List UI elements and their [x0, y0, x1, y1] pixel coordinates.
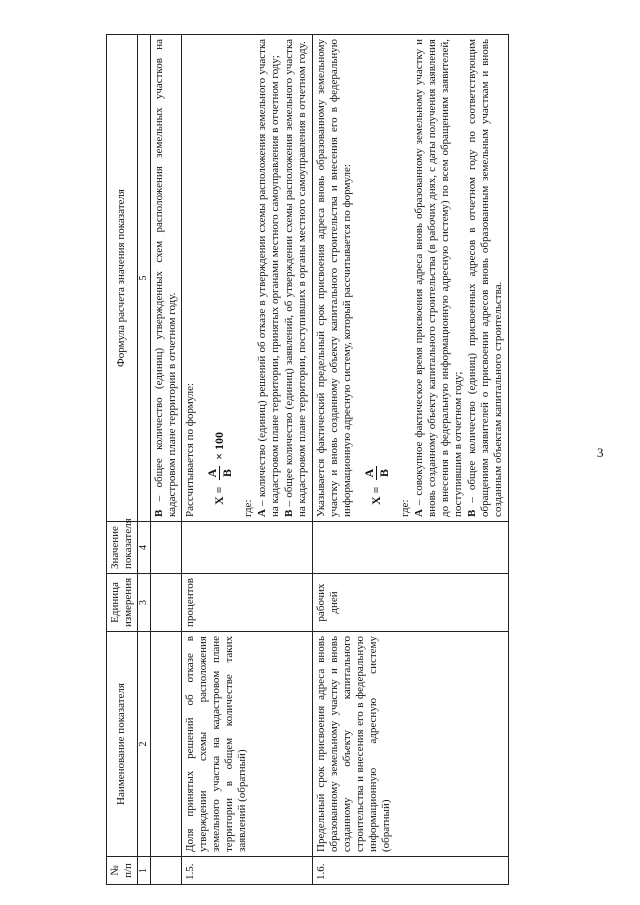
indicator-unit: рабочих дней — [312, 574, 508, 632]
formula-fraction — [362, 466, 391, 481]
formula — [362, 39, 391, 505]
header-name: Наименование показателя — [107, 632, 138, 857]
where-label: где: — [399, 499, 412, 517]
var-a-text: – количество (единиц) решений об отказе в утверждении схемы расположения земельного участка на кадастровом плане территории, принятых органами местного самоуправления в отчетном году; — [255, 39, 281, 517]
page-number: 3 — [597, 445, 604, 460]
indicator-unit: процентов — [181, 574, 312, 632]
formula-numerator: A — [362, 466, 377, 481]
var-b-definition — [283, 39, 309, 517]
indicator-value — [181, 522, 312, 574]
indicators-table — [106, 34, 509, 885]
formula-lhs: X = — [369, 486, 384, 505]
formula-numerator: A — [205, 466, 220, 481]
var-b-label: В — [152, 509, 165, 517]
col-number: 5 — [137, 35, 150, 522]
table-row — [150, 35, 181, 885]
header-formula: Формула расчета значения показателя — [107, 35, 138, 522]
col-number: 3 — [137, 574, 150, 632]
formula-fraction — [205, 466, 234, 481]
var-b-definition — [466, 39, 505, 517]
table-row — [312, 35, 508, 885]
var-b-label: В — [465, 509, 478, 517]
formula-intro: Рассчитывается по формуле: — [183, 382, 196, 517]
row-number: 1.5. — [181, 857, 312, 885]
formula-suffix: × 100 — [212, 431, 227, 460]
indicator-value — [312, 522, 508, 574]
var-a-definition — [413, 39, 465, 517]
col-number: 1 — [137, 857, 150, 885]
row-number: 1.6. — [312, 857, 508, 885]
formula-intro: Указывается фактический предельный срок присвоения адреса вновь образованному земельному участку и вновь созданному объекту капитального строительства и внесения его в федеральную информационную адресную систему, который рассчитывается по формуле: — [314, 39, 353, 517]
var-b-text: – общее количество (единиц) заявлений, об утверждении схемы расположения земельного участка на кадастровом плане территории, поступивших в органы местного самоуправления в отчетном году. — [282, 38, 308, 517]
formula-cell — [312, 35, 508, 522]
formula-cell — [181, 35, 312, 522]
header-row — [107, 35, 138, 885]
formula-denominator: B — [376, 469, 391, 478]
col-number: 4 — [137, 522, 150, 574]
var-a-text: – совокупное фактическое время присвоения адреса вновь образованному земельному участку и вновь созданному объекту капитального строительства (в рабочих днях, с даты получения заявления до внесения в федеральную информационную адресную систему) по всем обращениям заявителей, поступившим в отчетном году; — [412, 39, 464, 517]
continuation-cell — [150, 35, 181, 522]
indicator-name: Предельный срок присвоения адреса вновь образованному земельному участку и вновь созданному объекту капитального строительства и внесения его в федеральную информационную адресную систему (обратный) — [312, 632, 508, 857]
where-label: где: — [241, 499, 254, 517]
var-b-text: – общее количество (единиц) присвоенных адресов в отчетном году по соответствующим обращениям заявителей о присвоении адресов вновь образованным земельным участкам и вновь созданным объектам капитального строительства. — [465, 39, 504, 517]
header-num: № п/п — [107, 857, 138, 885]
header-unit: Единица измерения — [107, 574, 138, 632]
header-value: Значение показателя — [107, 522, 138, 574]
column-number-row — [137, 35, 150, 885]
table-row — [181, 35, 312, 885]
formula — [205, 39, 234, 505]
var-a-definition — [256, 39, 282, 517]
formula-denominator: B — [219, 469, 234, 478]
var-a-label: А — [255, 509, 268, 517]
var-b-label: В — [282, 509, 295, 517]
rotated-page — [106, 25, 566, 885]
var-b-text: – общее количество (единиц) утвержденных схем расположения земельных участков на кадастровом плане территории в отчетном году. — [152, 39, 178, 517]
var-a-label: А — [412, 509, 425, 517]
col-number: 2 — [137, 632, 150, 857]
formula-lhs: X = — [212, 486, 227, 505]
indicator-name: Доля принятых решений об отказе в утверждении схемы расположения земельного участка на кадастровом плане территории в общем количестве таких заявлений (обратный) — [181, 632, 312, 857]
